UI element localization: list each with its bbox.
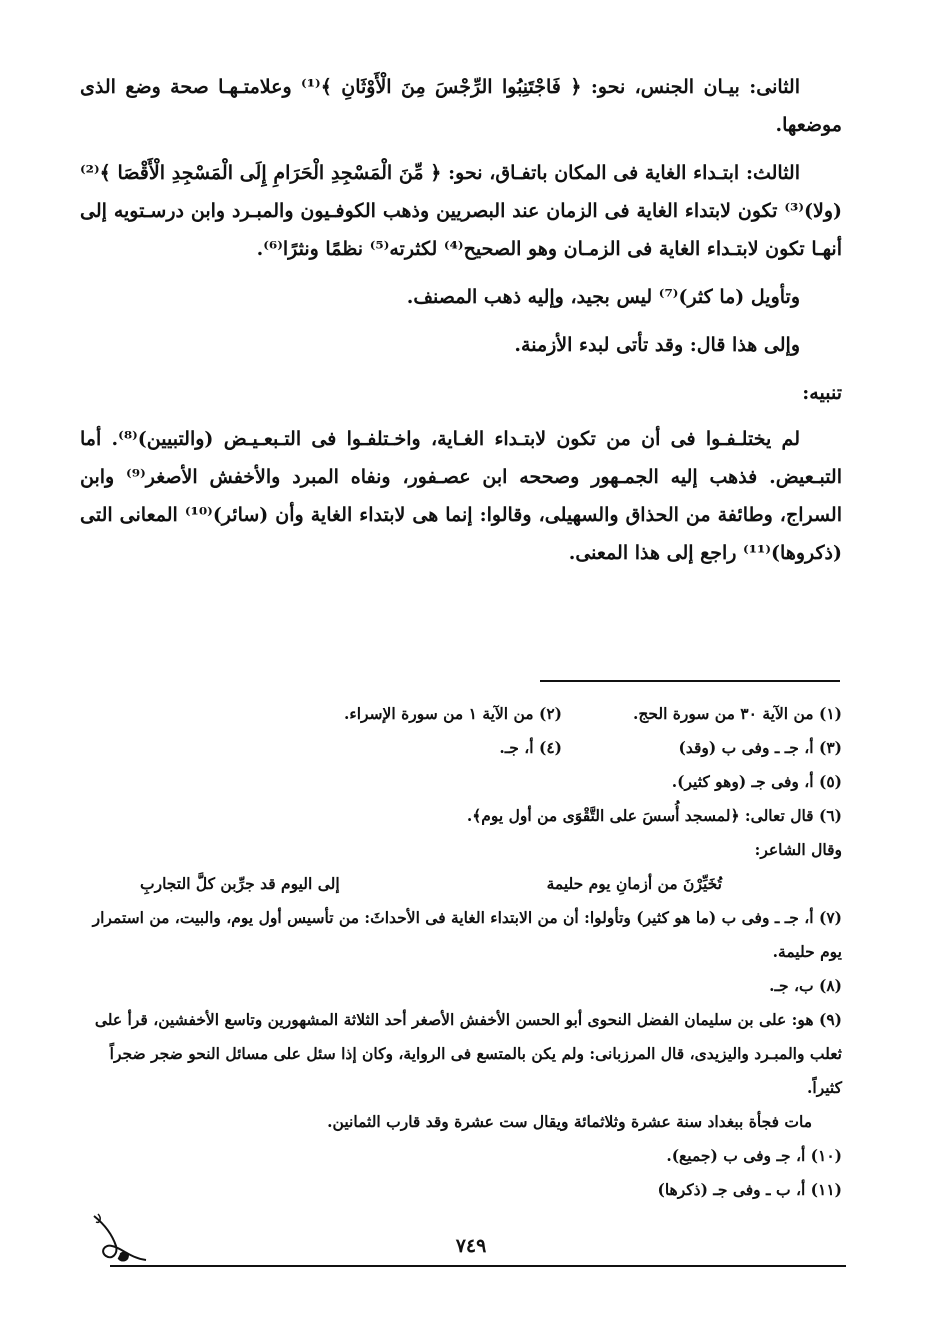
- footnote-9-continued: مات فجأة ببغداد سنة عشرة وثلاثمائة ويقال ست عشرة وقد قارب الثمانين.: [327, 1112, 812, 1131]
- footnote-separator: [540, 680, 840, 682]
- page-number: ٧٤٩: [455, 1235, 487, 1257]
- footnote-11: (١١) أ، ب ـ وفى جـ (ذكرها): [657, 1180, 842, 1199]
- paragraph-note: لم يختلـفـوا فى أن من تكون لابتـداء الغـاية، واخـتلفـوا فى التـبعـيـض (والتبيين)⁽⁸⁾. أما التبـعيض. فذهب إليه الجمـهور وصححه ابن عصـفور، ونفاه المبرد والأخفش الأصغر⁽⁹⁾ وابن السراج، وطائفة من الحذاق والسهيلى، وقالوا: إنما هى لابتداء الغاية وأن (سائر)⁽¹⁰⁾ المعانى التى (ذكروها)⁽¹¹⁾ راجع إلى هذا المعنى.: [80, 428, 842, 564]
- footnote-7: (٧) أ، جـ ـ وفى ب (ما هو كثير) وتأولوا: أن من الابتداء الغاية فى الأحداثَ: من تأسيس أول يوم، والبيت، من استمرار يوم حليمة.: [92, 908, 842, 961]
- footnotes: [80, 697, 842, 1207]
- footnote-4: (٤) أ، جـ.: [499, 738, 562, 757]
- main-text: [80, 68, 842, 572]
- footnote-1: (١) من الآية ٣٠ من سورة الحج.: [632, 704, 842, 723]
- paragraph-interpretation: وتأويل (ما كثر)⁽⁷⁾ ليس بجيد، وإليه ذهب المصنف.: [406, 286, 800, 308]
- footnote-8: (٨) ب، جـ.: [769, 976, 842, 995]
- footnote-9: (٩) هو: على بن سليمان الفضل النحوى أبو الحسن الأخفش الأصغر أحد الثلاثة المشهورين وتاسع الأخفشين، قرأ على ثعلب والمبـرد واليزيدى، قال المرزبانى: ولم يكن بالمتسع فى الرواية، وكان إذا سئل على مسائل النحو ضجر ضجراً كثيراً.: [94, 1010, 842, 1097]
- footnote-6: (٦) قال تعالى: ﴿لمسجد أُسسَ على التَّقْوَى من أول يوم﴾.: [466, 806, 842, 825]
- footnote-row-1-2: [80, 697, 842, 731]
- paragraph-third: الثالث: ابتـداء الغاية فى المكان باتفـاق، نحو: ﴿ مِّنَ الْمَسْجِدِ الْحَرَامِ إِلَى الْمَسْجِدِ الْأَقْصَا ﴾⁽²⁾ (ولا)⁽³⁾ تكون لابتداء الغاية فى الزمان عند البصريين وذهب الكوفـيون والمبـرد وابن درسـتويه إلى أنهـا تكون لابتـداء الغاية فى الزمـان وهو الصحيح⁽⁴⁾ لكثرته⁽⁵⁾ نظمًا ونثرًا⁽⁶⁾.: [80, 162, 842, 260]
- section-heading-note: تنبيه:: [802, 382, 842, 404]
- page-bottom-rule: [110, 1265, 846, 1267]
- footnote-5: (٥) أ، وفى جـ (وهو كثير).: [671, 772, 842, 791]
- footnote-2: (٢) من الآية ١ من سورة الإسراء.: [344, 704, 562, 723]
- verse-second-hemistich: إلى اليوم قد جرِّبن كلَّ التجاربِ: [140, 874, 340, 893]
- paragraph-verse-quote: وإلى هذا قال: وقد تأتى لبدء الأزمنة.: [514, 334, 800, 356]
- footnote-3: (٣) أ، جـ ـ وفى ب (وقد): [678, 738, 842, 757]
- footnote-row-3-4: [80, 731, 842, 765]
- footnote-6-poet-intro: وقال الشاعر:: [754, 840, 842, 859]
- verse-first-hemistich: تُخَيِّرْنَ من أزمانِ يوم حليمة: [546, 874, 722, 893]
- footnote-10: (١٠) أ، جـ وفى ب (جميع).: [666, 1146, 842, 1165]
- paragraph-second: الثانى: بيـان الجنس، نحو: ﴿ فَاجْتَنِبُوا الرِّجْسَ مِنَ الْأَوْثَانِ ﴾⁽¹⁾ وعلامتـهـا صحة وضع الذى موضعها.: [80, 76, 842, 136]
- footnote-6-verse: [80, 867, 842, 901]
